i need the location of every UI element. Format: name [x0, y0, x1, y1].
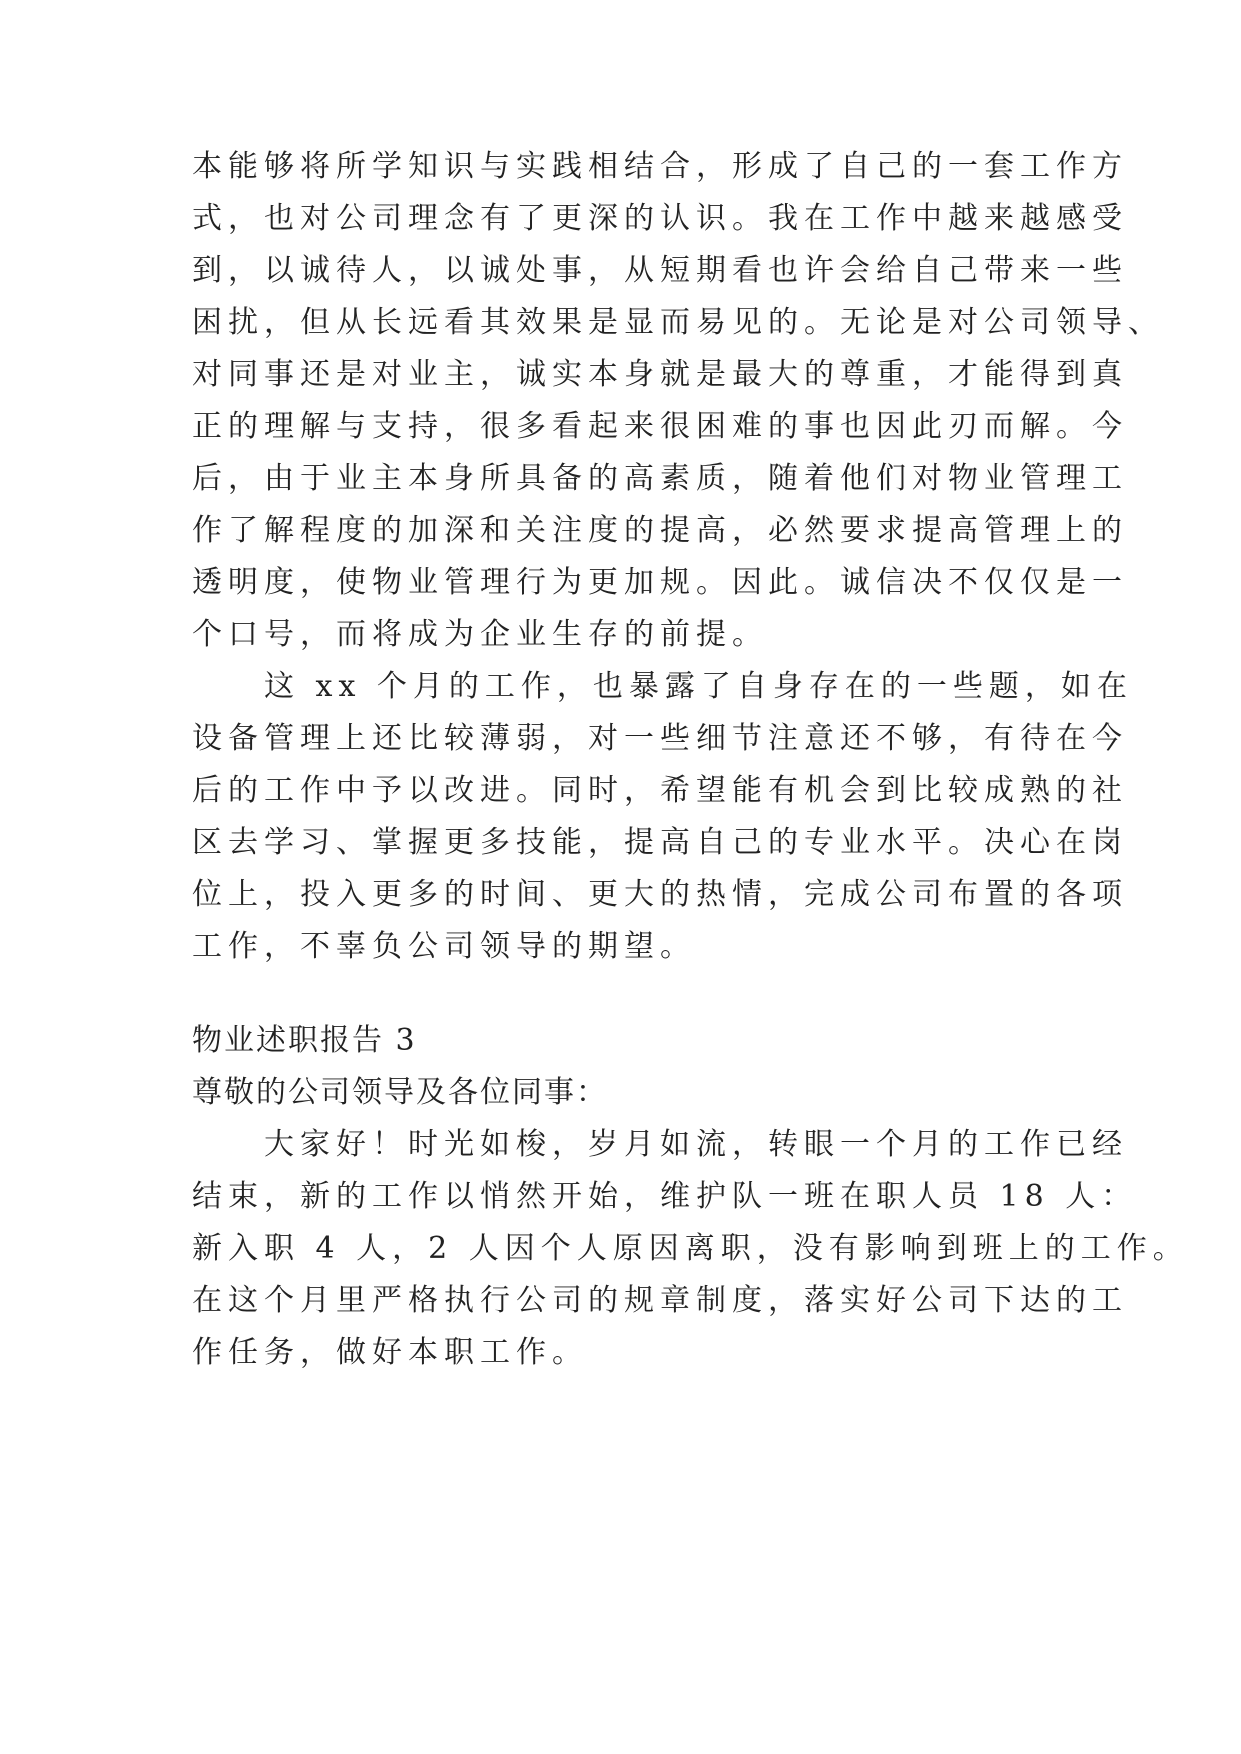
- salutation: 尊敬的公司领导及各位同事：: [192, 1075, 608, 1110]
- text-line: 式，也对公司理念有了更深的认识。我在工作中越来越感受: [192, 201, 1128, 236]
- text-line: 透明度，使物业管理行为更加规。因此。诚信决不仅仅是一: [192, 565, 1128, 600]
- text-line: 作任务，做好本职工作。: [192, 1335, 588, 1370]
- section-title: 物业述职报告 3: [192, 1023, 417, 1058]
- text-line: 新入职 4 人，2 人因个人原因离职，没有影响到班上的工作。: [192, 1231, 1189, 1266]
- text-line: 困扰，但从长远看其效果是显而易见的。无论是对公司领导、: [192, 305, 1164, 340]
- text-line: 结束，新的工作以悄然开始，维护队一班在职人员 18 人：: [192, 1179, 1138, 1214]
- text-line: 个口号，而将成为企业生存的前提。: [192, 617, 768, 652]
- text-line: 后，由于业主本身所具备的高素质，随着他们对物业管理工: [192, 461, 1128, 496]
- text-line: 位上，投入更多的时间、更大的热情，完成公司布置的各项: [192, 877, 1128, 912]
- text-line: 到，以诚待人，以诚处事，从短期看也许会给自己带来一些: [192, 253, 1128, 288]
- text-line: 区去学习、掌握更多技能，提高自己的专业水平。决心在岗: [192, 825, 1128, 860]
- text-line: 工作，不辜负公司领导的期望。: [192, 929, 696, 964]
- text-line: 后的工作中予以改进。同时，希望能有机会到比较成熟的社: [192, 773, 1128, 808]
- text-line: 正的理解与支持，很多看起来很困难的事也因此刃而解。今: [192, 409, 1128, 444]
- text-line: 对同事还是对业主，诚实本身就是最大的尊重，才能得到真: [192, 357, 1128, 392]
- text-line: 本能够将所学知识与实践相结合，形成了自己的一套工作方: [192, 149, 1128, 184]
- text-line: 设备管理上还比较薄弱，对一些细节注意还不够，有待在今: [192, 721, 1128, 756]
- text-line: 作了解程度的加深和关注度的提高，必然要求提高管理上的: [192, 513, 1128, 548]
- text-line: 在这个月里严格执行公司的规章制度，落实好公司下达的工: [192, 1283, 1128, 1318]
- text-line: 大家好！时光如梭，岁月如流，转眼一个月的工作已经: [192, 1127, 1128, 1162]
- text-line: 这 xx 个月的工作，也暴露了自身存在的一些题，如在: [192, 669, 1133, 704]
